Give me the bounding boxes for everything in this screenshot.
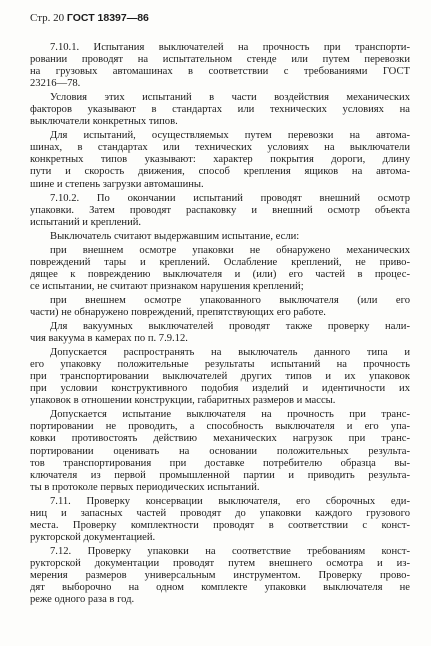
text-line: шине и степень загрузки автомашины. (30, 178, 204, 190)
page-number: Стр. 20 (30, 12, 65, 24)
text-line: при транспортировании выключателей других типов и их упаковок (30, 371, 410, 383)
text-line: при внешнем осмотре упаковки не обнаружено механических (50, 244, 410, 256)
page-header (30, 12, 149, 25)
paragraph (30, 321, 410, 345)
paragraph (30, 130, 410, 190)
text-line: рукторской документацией. (30, 531, 156, 543)
text-line: 7.10.2. По окончании испытаний проводят внешний осмотр (50, 192, 410, 204)
text-line: ниц и запасных частей проводят до упаковки каждого грузового (30, 507, 410, 519)
paragraph (30, 295, 410, 319)
text-line: Выключатель считают выдержавшим испытание, если: (50, 230, 300, 242)
paragraph (30, 42, 410, 90)
text-line: Допускается испытание выключателя на прочность при транс- (50, 409, 410, 421)
text-line: 7.10.1. Испытания выключателей на прочность при транспорти- (50, 42, 410, 53)
paragraph (30, 409, 410, 493)
text-line: конкретных типов указывают: характер покрытия дороги, длину (30, 154, 410, 166)
text-line: портировании не проводить, а способность выключателя и его упа- (30, 421, 410, 433)
paragraph (30, 546, 410, 606)
text-line: ты в протоколе первых периодических испытаний. (30, 481, 260, 493)
text-line: Для вакуумных выключателей проводят также проверку нали- (50, 321, 410, 333)
text-line: ровании проводят на испытательном стенде или путем перевозки (30, 54, 410, 66)
text-line: испытаний и креплений. (30, 216, 142, 228)
text-line: пути и скорость движения, способ крепления ящиков на автома- (30, 166, 410, 178)
text-line: шинах, в стандартах или технических условиях на выключатели (30, 142, 410, 154)
text-line: тов транспортирования при доставке потребителю образца вы- (30, 457, 410, 469)
text-line: Для испытаний, осуществляемых путем перевозки на автома- (50, 130, 410, 142)
text-line: упаковок в отношении конструкции, габаритных размеров и массы. (30, 395, 336, 407)
paragraph (30, 92, 410, 128)
document-body (30, 42, 410, 606)
text-line: места. Проверку комплектности проводят в соответствии с конст- (30, 519, 410, 531)
text-line: Допускается распространять на выключатель данного типа и (50, 347, 410, 359)
text-line: дят выборочно на одном комплекте упаковки выключателя не (30, 582, 410, 594)
text-line: факторов указывают в стандартах или технических условиях на (30, 104, 410, 116)
text-line: рукторской документации проводят путем внешнего осмотра и из- (30, 557, 410, 569)
text-line: чия вакуума в камерах по п. 7.9.12. (30, 333, 188, 345)
text-line: упаковки. Затем проводят распаковку и внешний осмотр объекта (30, 204, 410, 216)
text-line: на грузовых автомашинах в соответствии с требованиями ГОСТ (30, 66, 410, 78)
text-line: се испытании, не считают признаком нарушения креплений; (30, 280, 304, 292)
text-line: его упаковку положительные результаты испытаний на прочность (30, 359, 410, 371)
text-line: 23216—78. (30, 78, 81, 90)
paragraph (30, 245, 410, 293)
text-line: дящее к повреждению выключателя и (или) его частей в процес- (30, 268, 410, 280)
text-line: при условии конструктивного подобия изделий и идентичности их (30, 383, 410, 395)
text-line: реже одного раза в год. (30, 594, 135, 606)
paragraph (30, 231, 410, 243)
paragraph (30, 193, 410, 229)
text-line: Условия этих испытаний в части воздействия механических (50, 92, 410, 104)
text-line: выключатели конкретных типов. (30, 116, 178, 128)
text-line: части) не обнаружено повреждений, препятствующих его работе. (30, 306, 326, 318)
text-line: 7.11. Проверку консервации выключателя, его сборочных еди- (50, 495, 410, 507)
text-line: при внешнем осмотре упакованного выключателя (или его (50, 294, 410, 306)
text-line: портировании оценивать на основании положительных результа- (30, 445, 410, 457)
text-line: ковки противостоять действию механических нагрузок при транс- (30, 433, 410, 445)
paragraph (30, 496, 410, 544)
text-line: 7.12. Проверку упаковки на соответствие требованиям конст- (50, 545, 410, 557)
text-line: ключателя из первой промышленной партии и приводить результа- (30, 469, 410, 481)
text-line: повреждений тары и креплений. Ослабление креплений, не приво- (30, 256, 410, 268)
text-line: мерения размеров универсальным инструментом. Проверку прово- (30, 569, 410, 581)
paragraph (30, 347, 410, 407)
standard-designation: ГОСТ 18397—86 (66, 12, 149, 24)
